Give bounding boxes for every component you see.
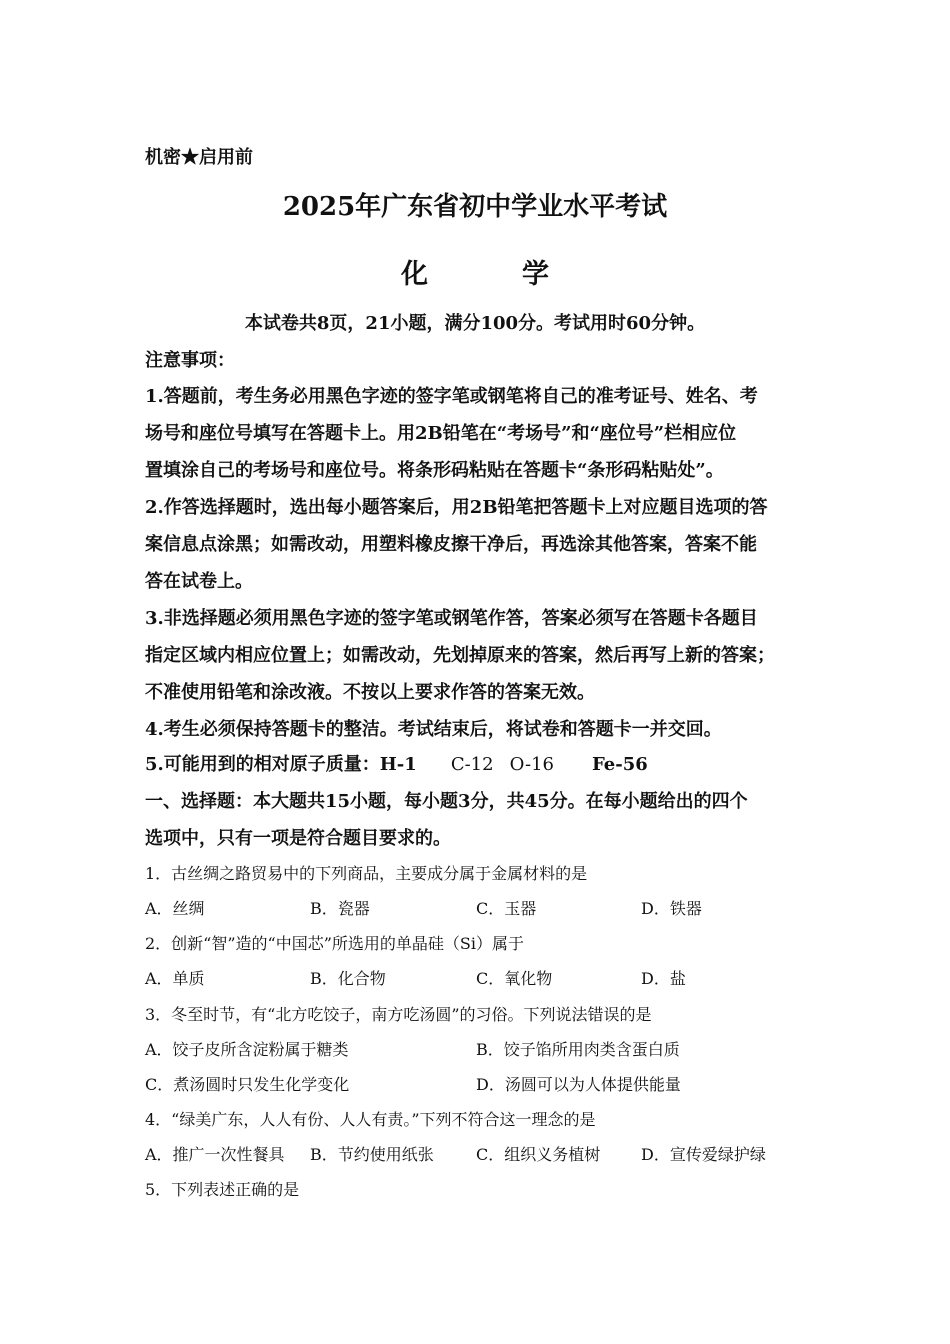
note-line: 答在试卷上。: [145, 571, 253, 592]
exam-summary: 本试卷共8页，21小题，满分100分。考试用时60分钟。: [244, 313, 706, 334]
atomic-mass-label: 5.可能用到的相对原子质量：: [145, 754, 380, 775]
question-1-option-b: B．瓷器: [310, 899, 370, 918]
question-5-stem: 5．下列表述正确的是: [145, 1180, 300, 1199]
section-one-heading-cont: 选项中，只有一项是符合题目要求的。: [145, 828, 451, 849]
question-4-option-b: B．节约使用纸张: [310, 1145, 434, 1164]
question-3-option-a: A．饺子皮所含淀粉属于糖类: [145, 1040, 349, 1059]
question-1-stem: 1．古丝绸之路贸易中的下列商品，主要成分属于金属材料的是: [145, 864, 588, 883]
question-1-option-d: D．铁器: [641, 899, 702, 918]
note-line: 1.答题前，考生务必用黑色字迹的签字笔或钢笔将自己的准考证号、姓名、考: [145, 386, 758, 407]
notes-heading: 注意事项：: [145, 350, 235, 371]
note-line: 指定区域内相应位置上；如需改动，先划掉原来的答案，然后再写上新的答案；: [145, 645, 775, 666]
note-line: 3.非选择题必须用黑色字迹的签字笔或钢笔作答，答案必须写在答题卡各题目: [145, 608, 758, 629]
subject-char-2: 学: [522, 259, 549, 290]
exam-title: 2025年广东省初中学业水平考试: [282, 192, 668, 222]
atomic-mass-o: O-16: [509, 754, 554, 775]
question-2-option-c: C．氧化物: [476, 969, 553, 988]
atomic-mass-c: C-12: [450, 754, 494, 775]
question-1-option-a: A．丝绸: [145, 899, 205, 918]
atomic-mass-fe: Fe-56: [591, 754, 648, 775]
question-4-option-d: D．宣传爱绿护绿: [641, 1145, 766, 1164]
question-3-option-d: D．汤圆可以为人体提供能量: [476, 1075, 681, 1094]
question-2-option-a: A．单质: [145, 969, 205, 988]
note-line: 4.考生必须保持答题卡的整洁。考试结束后，将试卷和答题卡一并交回。: [145, 719, 722, 740]
note-line: 不准使用铅笔和涂改液。不按以上要求作答的答案无效。: [145, 682, 595, 703]
atomic-mass-line: [145, 750, 648, 776]
question-2-option-d: D．盐: [641, 969, 686, 988]
question-2-option-b: B．化合物: [310, 969, 386, 988]
note-line: 案信息点涂黑；如需改动，用塑料橡皮擦干净后，再选涂其他答案，答案不能: [145, 534, 757, 555]
subject-char-1: 化: [401, 259, 428, 290]
section-one-heading: 一、选择题：本大题共15小题，每小题3分，共45分。在每小题给出的四个: [145, 791, 748, 812]
note-line: 置填涂自己的考场号和座位号。将条形码粘贴在答题卡“条形码粘贴处”。: [145, 460, 724, 481]
confidential-label: 机密★启用前: [145, 147, 253, 168]
atomic-mass-h: H-1: [379, 754, 417, 775]
note-line: 场号和座位号填写在答题卡上。用2B铅笔在“考场号”和“座位号”栏相应位: [145, 423, 737, 444]
question-3-option-c: C．煮汤圆时只发生化学变化: [145, 1075, 350, 1094]
question-4-option-a: A．推广一次性餐具: [145, 1145, 285, 1164]
subject-title: [0, 252, 950, 291]
question-1-option-c: C．玉器: [476, 899, 537, 918]
question-2-stem: 2．创新“智”造的“中国芯”所选用的单晶硅（Si）属于: [145, 934, 524, 953]
question-3-stem: 3．冬至时节，有“北方吃饺子，南方吃汤圆”的习俗。下列说法错误的是: [145, 1005, 652, 1024]
question-3-option-b: B．饺子馅所用肉类含蛋白质: [476, 1040, 680, 1059]
question-4-stem: 4．“绿美广东，人人有份、人人有责。”下列不符合这一理念的是: [145, 1110, 596, 1129]
question-4-option-c: C．组织义务植树: [476, 1145, 601, 1164]
note-line: 2.作答选择题时，选出每小题答案后，用2B铅笔把答题卡上对应题目选项的答: [145, 497, 768, 518]
